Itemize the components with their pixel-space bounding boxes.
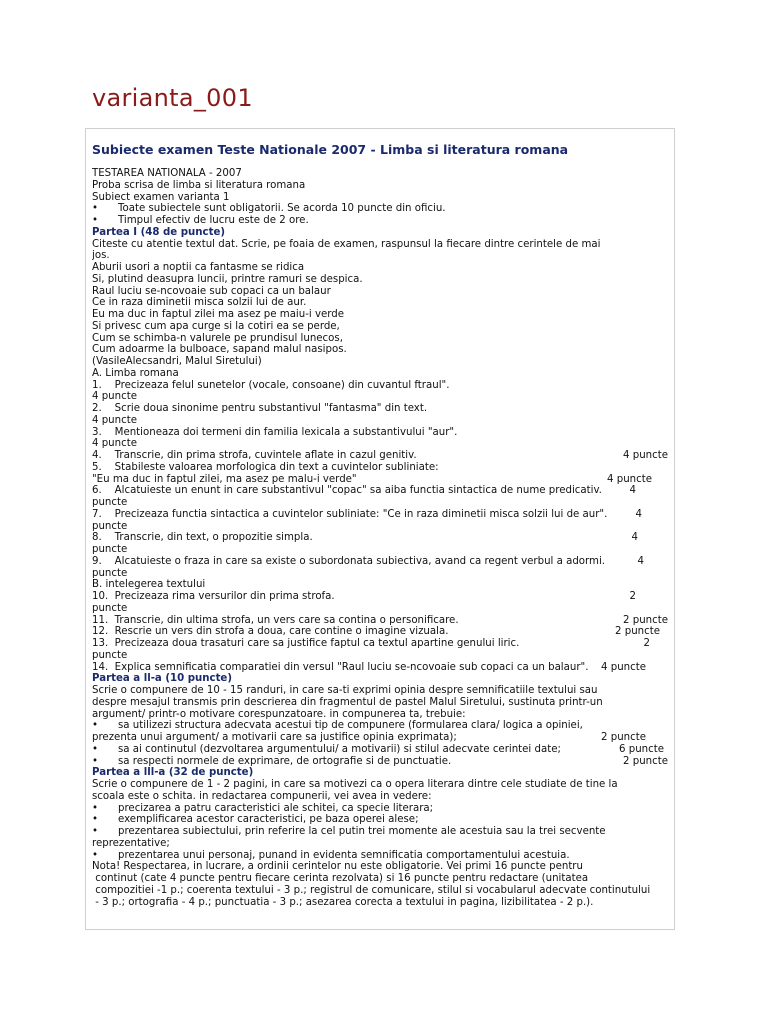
- bullet-icon: •: [92, 814, 99, 826]
- bullet-icon: •: [92, 743, 99, 755]
- line-text: 4 puncte: [92, 438, 137, 450]
- text-line: [92, 615, 672, 627]
- text-line: [92, 803, 672, 815]
- line-text: puncte: [92, 520, 128, 532]
- points-label: 2 puncte: [623, 614, 668, 626]
- line-text: prezentarea unui personaj, punand in evidenta semnificatia comportamentului acestuia.: [118, 849, 570, 861]
- text-line: [92, 791, 672, 803]
- line-text: Si privesc cum apa curge si la cotiri ea se perde,: [92, 320, 340, 332]
- text-line: [92, 756, 672, 768]
- line-text: puncte: [92, 602, 128, 614]
- section-heading: [92, 673, 672, 685]
- points-label: 4 puncte: [607, 473, 652, 485]
- line-text: 9. Alcatuieste o fraza in care sa existe o subordonata subiectiva, avand ca regent verbul a adormi.: [92, 555, 606, 567]
- text-line: [92, 462, 672, 474]
- line-text: Partea a lll-a (32 de puncte): [92, 767, 254, 779]
- line-text: exemplificarea acestor caracteristici, pe baza operei alese;: [118, 814, 419, 826]
- bullet-icon: •: [92, 203, 99, 215]
- text-line: [92, 556, 672, 568]
- points-label: 4: [637, 555, 644, 567]
- points-label: 4: [631, 532, 638, 544]
- line-text: 14. Explica semnificatia comparatiei din versul "Raul luciu se-ncovoaie sub copaci ca un balaur".: [92, 661, 589, 673]
- text-line: [92, 685, 672, 697]
- page-title: varianta_001: [92, 84, 253, 112]
- line-text: Ce in raza diminetii misca solzii lui de aur.: [92, 297, 307, 309]
- document-panel: [85, 128, 675, 930]
- text-line: [92, 603, 672, 615]
- line-text: Timpul efectiv de lucru este de 2 ore.: [118, 215, 309, 226]
- text-line: [92, 838, 672, 850]
- text-line: [92, 568, 672, 580]
- bullet-icon: •: [92, 755, 99, 767]
- text-line: [92, 720, 672, 732]
- line-text: Raul luciu se-ncovoaie sub copaci ca un balaur: [92, 285, 331, 297]
- text-line: [92, 168, 672, 180]
- line-text: precizarea a patru caracteristici ale schitei, ca specie literara;: [118, 802, 434, 814]
- text-line: [92, 239, 672, 251]
- line-text: continut (cate 4 puncte pentru fiecare cerinta rezolvata) si 16 puncte pentru redactare (unitatea: [92, 873, 589, 884]
- text-line: [92, 744, 672, 756]
- line-text: 2. Scrie doua sinonime pentru substantivul "fantasma" din text.: [92, 403, 428, 414]
- line-text: Scrie o compunere de 1 - 2 pagini, in care sa motivezi ca o opera literara dintre cele studiate de tine la: [92, 779, 618, 790]
- line-text: argument/ printr-o motivare corespunzatoare. in compunerea ta, trebuie:: [92, 708, 466, 720]
- text-line: [92, 415, 672, 427]
- section-heading: [92, 767, 672, 779]
- text-line: [92, 532, 672, 544]
- line-text: Si, plutind deasupra luncii, printre ramuri se despica.: [92, 273, 363, 285]
- text-line: [92, 814, 672, 826]
- line-text: TESTAREA NATIONALA - 2007: [92, 168, 242, 179]
- bullet-icon: •: [92, 849, 99, 861]
- line-text: B. intelegerea textului: [92, 579, 206, 591]
- line-text: Cum adoarme la bulboace, sapand malul nasipos.: [92, 344, 347, 356]
- line-text: 5. Stabileste valoarea morfologica din text a cuvintelor subliniate:: [92, 461, 439, 473]
- line-text: 8. Transcrie, din text, o propozitie simpla.: [92, 532, 313, 544]
- text-line: [92, 709, 672, 721]
- line-text: Cum se schimba-n valurele pe prundisul lunecos,: [92, 332, 343, 344]
- text-line: [92, 274, 672, 286]
- line-text: puncte: [92, 567, 128, 579]
- bullet-icon: •: [92, 215, 99, 226]
- text-line: [92, 380, 672, 392]
- text-line: [92, 579, 672, 591]
- text-line: [92, 497, 672, 509]
- text-line: [92, 344, 672, 356]
- text-line: [92, 521, 672, 533]
- points-label: 4: [629, 485, 636, 497]
- line-text: 6. Alcatuieste un enunt in care substantivul "copac" sa aiba functia sintactica de nume predicativ.: [92, 485, 602, 497]
- text-line: [92, 485, 672, 497]
- line-text: (VasileAlecsandri, Malul Siretului): [92, 356, 262, 367]
- line-text: reprezentative;: [92, 837, 170, 849]
- text-line: [92, 509, 672, 521]
- line-text: 10. Precizeaza rima versurilor din prima strofa.: [92, 591, 335, 602]
- text-line: [92, 873, 672, 885]
- points-label: 2: [643, 638, 650, 649]
- line-text: 4 puncte: [92, 414, 137, 426]
- line-text: Scrie o compunere de 10 - 15 randuri, in care sa-ti exprimi opinia despre semnificatiile textului sau: [92, 685, 598, 696]
- line-text: 3. Mentioneaza doi termeni din familia lexicala a substantivului "aur".: [92, 426, 458, 438]
- line-text: Subiect examen varianta 1: [92, 191, 230, 203]
- line-text: jos.: [92, 250, 110, 262]
- line-text: 12. Rescrie un vers din strofa a doua, care contine o imagine vizuala.: [92, 626, 449, 638]
- line-text: 1. Precizeaza felul sunetelor (vocale, consoane) din cuvantul ftraul".: [92, 379, 450, 391]
- text-line: [92, 897, 672, 909]
- line-text: A. Limba romana: [92, 367, 179, 379]
- text-line: [92, 850, 672, 862]
- line-text: "Eu ma duc in faptul zilei, ma asez pe malu-i verde": [92, 473, 357, 485]
- text-line: [92, 356, 672, 368]
- text-line: [92, 297, 672, 309]
- line-text: Eu ma duc in faptul zilei ma asez pe maiu-i verde: [92, 309, 345, 320]
- text-line: [92, 203, 672, 215]
- line-text: compozitiei -1 p.; coerenta textului - 3 p.; registrul de comunicare, stilul si vocabularul adecvate continutului: [92, 884, 651, 896]
- bullet-icon: •: [92, 802, 99, 814]
- points-label: 2: [629, 591, 636, 602]
- points-label: 2 puncte: [601, 732, 646, 743]
- text-line: [92, 403, 672, 415]
- text-line: [92, 779, 672, 791]
- bullet-icon: •: [92, 720, 99, 732]
- line-text: 11. Transcrie, din ultima strofa, un vers care sa contina o personificare.: [92, 614, 459, 626]
- line-text: Toate subiectele sunt obligatorii. Se acorda 10 puncte din oficiu.: [118, 203, 446, 215]
- line-text: prezentarea subiectului, prin referire la cel putin trei momente ale acestuia sau la trei secvente: [118, 826, 606, 837]
- line-text: prezenta unui argument/ a motivarii care sa justifice opinia exprimata);: [92, 732, 457, 743]
- points-label: 4 puncte: [623, 450, 668, 461]
- text-line: [92, 333, 672, 345]
- line-text: puncte: [92, 649, 128, 661]
- points-label: 4: [635, 508, 642, 520]
- text-line: [92, 391, 672, 403]
- points-label: 2 puncte: [623, 755, 668, 767]
- text-line: [92, 591, 672, 603]
- line-text: Proba scrisa de limba si literatura romana: [92, 179, 306, 191]
- document-heading: Subiecte examen Teste Nationale 2007 - Limba si literatura romana: [92, 142, 569, 157]
- line-text: 7. Precizeaza functia sintactica a cuvintelor subliniate: "Ce in raza diminetii misca solzii lui de aur".: [92, 508, 608, 520]
- text-line: [92, 697, 672, 709]
- text-line: [92, 662, 672, 674]
- text-line: [92, 192, 672, 204]
- text-line: [92, 826, 672, 838]
- text-line: [92, 368, 672, 380]
- text-line: [92, 626, 672, 638]
- line-text: Partea I (48 de puncte): [92, 226, 226, 238]
- text-line: [92, 180, 672, 192]
- line-text: Aburii usori a noptii ca fantasme se ridica: [92, 262, 305, 273]
- bullet-icon: •: [92, 826, 99, 837]
- text-line: [92, 450, 672, 462]
- text-line: [92, 732, 672, 744]
- text-line: [92, 544, 672, 556]
- points-label: 4 puncte: [601, 661, 646, 673]
- line-text: puncte: [92, 544, 128, 555]
- line-text: Nota! Respectarea, in lucrare, a ordinii cerintelor nu este obligatorie. Vei primi 16 puncte pentru: [92, 861, 583, 873]
- points-label: 2 puncte: [615, 626, 660, 638]
- line-text: despre mesajul transmis prin descrierea din fragmentul de pastel Malul Siretului, sustinuta printr-un: [92, 696, 603, 708]
- line-text: sa utilizezi structura adecvata acestui tip de compunere (formularea clara/ logica a opiniei,: [118, 720, 583, 732]
- text-line: [92, 427, 672, 439]
- text-line: [92, 215, 672, 227]
- text-line: [92, 250, 672, 262]
- section-heading: [92, 227, 672, 239]
- line-text: Partea a ll-a (10 puncte): [92, 673, 232, 685]
- line-text: sa ai continutul (dezvoltarea argumentului/ a motivarii) si stilul adecvate cerintei date;: [118, 743, 561, 755]
- line-text: scoala este o schita. in redactarea compunerii, vei avea in vedere:: [92, 790, 432, 802]
- text-line: [92, 438, 672, 450]
- text-line: [92, 286, 672, 298]
- text-line: [92, 309, 672, 321]
- line-text: - 3 p.; ortografia - 4 p.; punctuatia - 3 p.; asezarea corecta a textului in pagina, lizibilitatea - 2 p.).: [92, 896, 594, 908]
- line-text: sa respecti normele de exprimare, de ortografie si de punctuatie.: [118, 755, 452, 767]
- text-line: [92, 638, 672, 650]
- document-body: [92, 168, 672, 908]
- text-line: [92, 474, 672, 486]
- text-line: [92, 650, 672, 662]
- line-text: Citeste cu atentie textul dat. Scrie, pe foaia de examen, raspunsul la fiecare dintre cerintele de mai: [92, 238, 601, 250]
- text-line: [92, 262, 672, 274]
- line-text: puncte: [92, 497, 128, 508]
- text-line: [92, 861, 672, 873]
- line-text: 4 puncte: [92, 391, 137, 403]
- text-line: [92, 885, 672, 897]
- line-text: 4. Transcrie, din prima strofa, cuvintele aflate in cazul genitiv.: [92, 450, 417, 461]
- text-line: [92, 321, 672, 333]
- points-label: 6 puncte: [619, 743, 664, 755]
- line-text: 13. Precizeaza doua trasaturi care sa justifice faptul ca textul apartine genului liric.: [92, 638, 520, 649]
